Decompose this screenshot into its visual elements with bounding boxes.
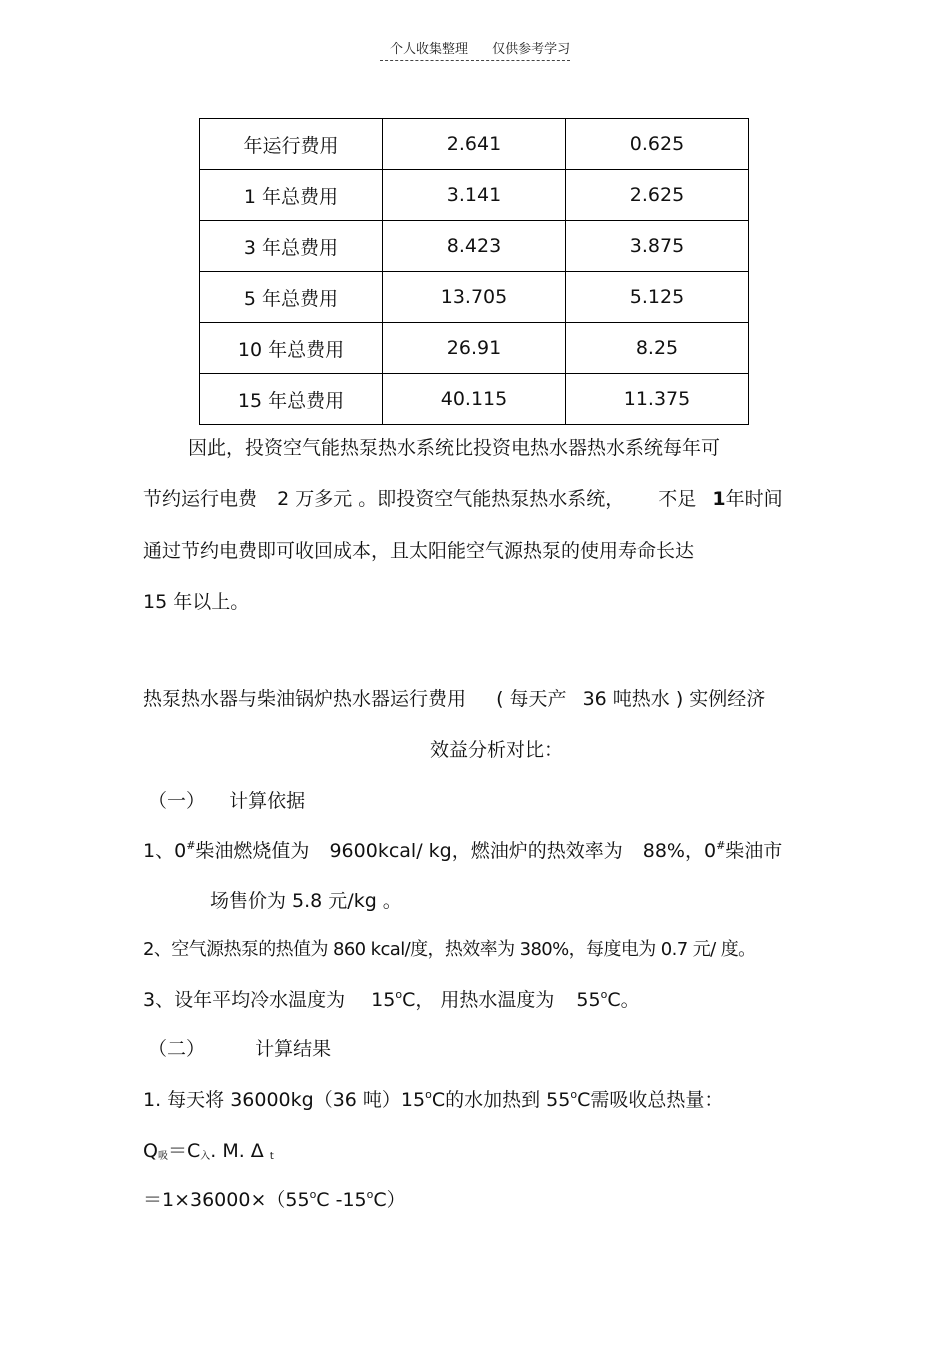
header-right-text: 仅供参考学习 xyxy=(492,42,571,57)
table-cell: 13.705 xyxy=(383,272,566,323)
table-row xyxy=(200,323,749,374)
paragraph-line-2: 节约运行电费 2 万多元 。即投资空气能热泵热水系统， 不足 1年时间 xyxy=(143,488,783,510)
table-cell: 5.125 xyxy=(566,272,749,323)
table-row xyxy=(200,221,749,272)
paragraph-line-4: 15 年以上。 xyxy=(143,591,250,613)
table-cell: 3.875 xyxy=(566,221,749,272)
result-heading: （二） 计算结果 xyxy=(148,1038,332,1060)
cost-comparison-table xyxy=(199,118,749,425)
table-cell: 8.423 xyxy=(383,221,566,272)
table-row xyxy=(200,374,749,425)
basis-item-3: 3、设年平均冷水温度为 15$^o$C， 用热水温度为 55$^o$C。 xyxy=(143,988,640,1011)
page-header xyxy=(380,38,570,61)
paragraph-line-3: 通过节约电费即可收回成本，且太阳能空气源热泵的使用寿命长达 xyxy=(143,540,695,562)
table-cell: 10 年总费用 xyxy=(200,323,383,374)
table-cell: 2.641 xyxy=(383,119,566,170)
section-title-line-2: 效益分析对比： xyxy=(430,739,564,761)
table-cell: 8.25 xyxy=(566,323,749,374)
table-cell: 0.625 xyxy=(566,119,749,170)
table-cell: 15 年总费用 xyxy=(200,374,383,425)
table-cell: 3.141 xyxy=(383,170,566,221)
table-row xyxy=(200,272,749,323)
table-row xyxy=(200,170,749,221)
basis-heading: （一） 计算依据 xyxy=(148,790,306,812)
table-cell: 5 年总费用 xyxy=(200,272,383,323)
section-title-line-1: 热泵热水器与柴油锅炉热水器运行费用 ( 每天产 36 吨热水 ) 实例经济 xyxy=(143,688,766,710)
table-cell: 11.375 xyxy=(566,374,749,425)
basis-item-2: 2、空气源热泵的热值为 860 kcal/度，热效率为 380%，每度电为 0.7 元/ 度。 xyxy=(143,939,756,960)
table-cell: 1 年总费用 xyxy=(200,170,383,221)
table-cell: 年运行费用 xyxy=(200,119,383,170)
table-cell: 2.625 xyxy=(566,170,749,221)
table-cell: 40.115 xyxy=(383,374,566,425)
basis-item-1-line-2: 场售价为 5.8 元/kg 。 xyxy=(210,890,402,912)
formula-line-2: $=1\times 36000\times(55^oC$ -15$^o$C） xyxy=(143,1188,406,1211)
result-line-1: 1. 每天将 36000kg（36 吨）15$^o$C的水加热到 55$^o$C需吸收总热量： xyxy=(143,1088,724,1111)
table-row xyxy=(200,119,749,170)
header-left-text: 个人收集整理 xyxy=(390,42,469,57)
formula-line-1: $Q_吸=C_入$. M. Δ $_t$ xyxy=(143,1140,274,1162)
basis-item-1: 1、0#柴油燃烧值为 9600kcal/ kg，燃油炉的热效率为 88%，0#柴油市 xyxy=(143,839,783,862)
table-cell: 3 年总费用 xyxy=(200,221,383,272)
table-cell: 26.91 xyxy=(383,323,566,374)
paragraph-line-1: 因此，投资空气能热泵热水系统比投资电热水器热水系统每年可 xyxy=(188,437,721,459)
